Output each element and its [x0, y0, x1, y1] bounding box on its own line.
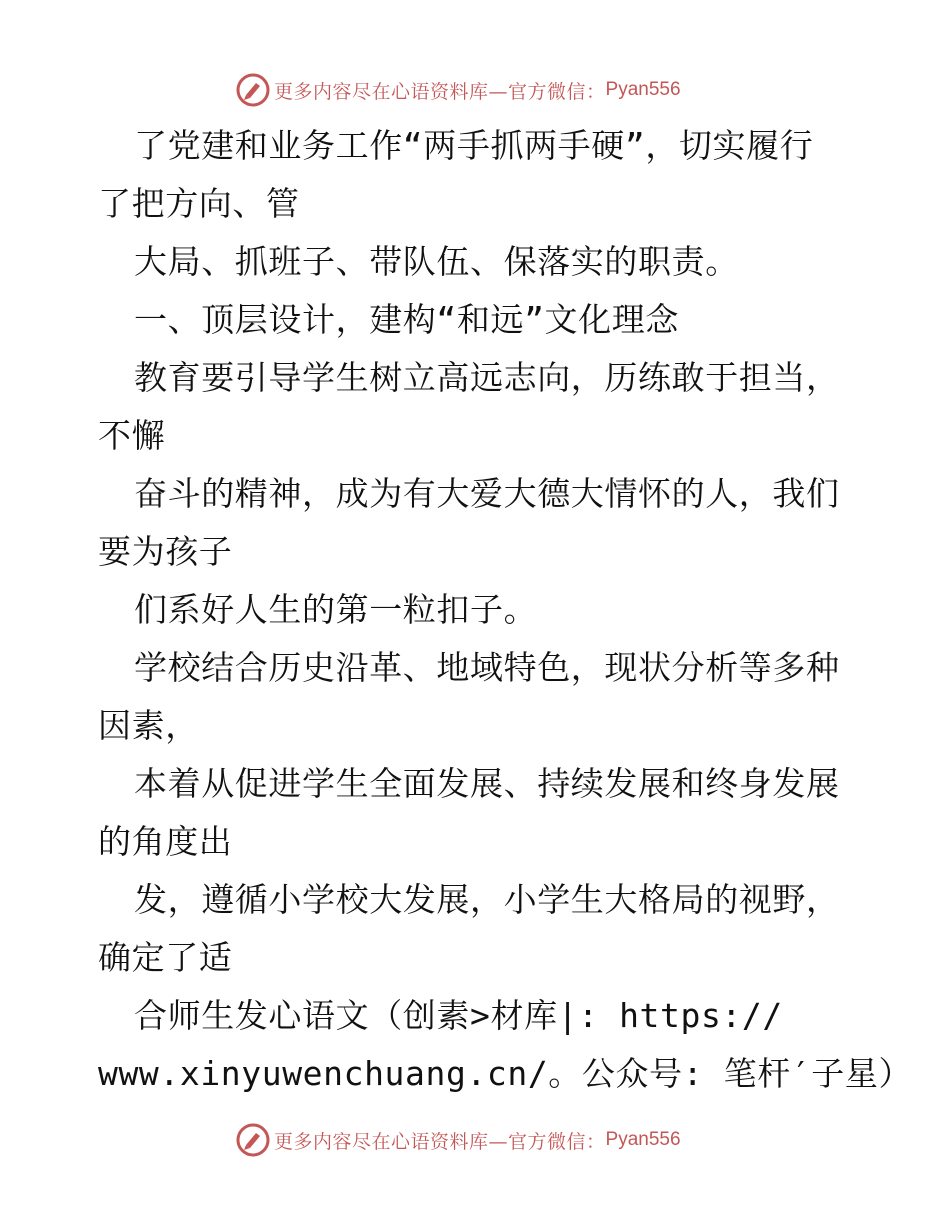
body-line: 的角度出: [98, 822, 233, 861]
body-line: 不懈: [98, 416, 166, 455]
body-line: 奋斗的精神，成为有大爱大德大情怀的人，我们: [134, 474, 840, 513]
header-banner: [236, 72, 681, 108]
section-heading: 一、顶层设计，建构“和远”文化理念: [134, 300, 679, 339]
body-line: 确定了适: [98, 938, 233, 977]
body-line: 大局、抓班子、带队伍、保落实的职责。: [134, 242, 739, 281]
brand-logo-icon: [236, 1123, 270, 1157]
header-banner-id: Pyan556: [605, 79, 681, 100]
body-line: 因素，: [98, 706, 199, 745]
body-line: 本着从促进学生全面发展、持续发展和终身发展: [134, 764, 840, 803]
footer-banner-text: 更多内容尽在心语资料库—官方微信：: [274, 1130, 606, 1153]
body-line: www.xinyuwenchuang.cn/。公众号: 笔杆′子星）: [98, 1054, 913, 1093]
footer-banner-id: Pyan556: [605, 1129, 681, 1150]
header-banner-text: 更多内容尽在心语资料库—官方微信：: [274, 80, 606, 103]
body-line: 合师生发心语文（创素>材库|: https://: [134, 996, 783, 1035]
body-line: 发，遵循小学校大发展，小学生大格局的视野，: [134, 880, 840, 919]
body-line: 们系好人生的第一粒扣子。: [134, 590, 538, 629]
footer-banner: [236, 1122, 681, 1158]
body-line: 了把方向、管: [98, 184, 300, 223]
brand-logo-icon: [236, 73, 270, 107]
body-line: 了党建和业务工作“两手抓两手硬”，切实履行: [134, 126, 814, 165]
body-line: 学校结合历史沿革、地域特色，现状分析等多种: [134, 648, 840, 687]
body-line: 要为孩子: [98, 532, 233, 571]
body-line: 教育要引导学生树立高远志向，历练敢于担当，: [134, 358, 840, 397]
